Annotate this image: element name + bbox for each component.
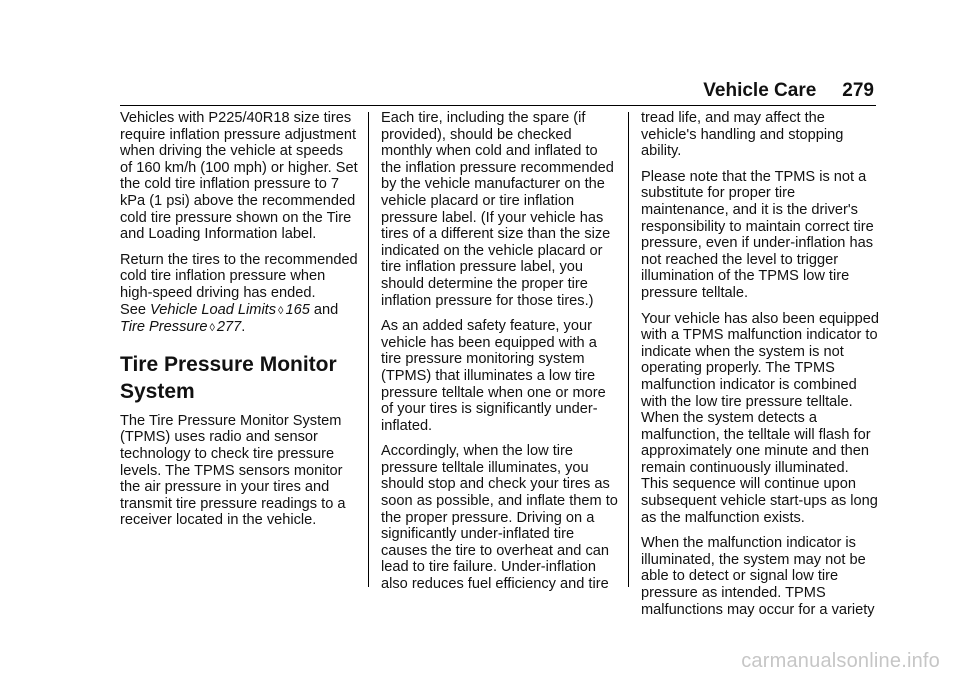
paragraph-text: Return the tires to the recommended cold tire inflation pressure when high-speed driving has ended.: [120, 251, 358, 301]
see-label: See: [120, 301, 146, 318]
reference-page[interactable]: 277: [216, 319, 242, 336]
column-divider: [368, 112, 369, 587]
reference-link[interactable]: Tire Pressure: [120, 319, 208, 336]
column-2: [381, 110, 619, 602]
column-3: [641, 110, 879, 627]
reference-page[interactable]: 165: [285, 301, 310, 318]
paragraph: Your vehicle has also been equipped with a TPMS malfunction indicator to indicate when the system is not operating properly. The TPMS malfunction indicator is combined with the low tire pressure telltale. When the system detects a malfunction, the telltale will flash for approximately one minute and then remain continuously illuminated. This sequence will continue upon subsequent vehicle start-ups as long as the malfunction exists.: [641, 310, 880, 526]
header-rule: [120, 105, 876, 106]
page-header: [703, 80, 874, 102]
watermark: carmanualsonline.info: [741, 650, 940, 672]
paragraph: Vehicles with P225/40R18 size tires require inflation pressure adjustment when driving the vehicle at speeds of 160 km/h (100 mph) or higher. Set the cold tire inflation pressure to 7 kPa (1 psi) above the recommended cold tire pressure shown on the Tire and Loading Information label.: [120, 110, 358, 243]
section-title: Vehicle Care: [703, 80, 817, 101]
column-1: [120, 110, 358, 538]
cross-reference: [120, 302, 338, 336]
paragraph: As an added safety feature, your vehicle has been equipped with a tire pressure monitoring system (TPMS) that illuminates a low tire pressure telltale when one or more of your tires is significantly under-inflated.: [381, 318, 606, 434]
paragraph: [120, 252, 358, 337]
page-number: 279: [842, 80, 874, 101]
page-ref-icon: ◊: [278, 304, 284, 317]
paragraph: Accordingly, when the low tire pressure telltale illuminates, you should stop and check your tires as soon as possible, and inflate them to the proper pressure. Driving on a significantly under-inflated tire causes the tire to overheat and can lead to tire failure. Under-inflation also reduces fuel efficiency and tire: [381, 443, 618, 593]
and-label: and: [313, 301, 339, 318]
paragraph: Each tire, including the spare (if provided), should be checked monthly when cold and inflated to the inflation pressure recommended by the vehicle manufacturer on the vehicle placard or tire inflation pressure label. (If your vehicle has tires of a different size than the size indicated on the vehicle placard or tire inflation pressure label, you should determine the proper tire inflation pressure for those tires.): [381, 110, 614, 309]
paragraph: tread life, and may affect the vehicle's handling and stopping ability.: [641, 110, 844, 160]
paragraph: The Tire Pressure Monitor System (TPMS) uses radio and sensor technology to check tire pressure levels. The TPMS sensors monitor the air pressure in your tires and transmit tire pressure readings to a receiver located in the vehicle.: [120, 412, 346, 529]
section-heading: Tire Pressure Monitor System: [120, 352, 337, 403]
column-divider: [628, 112, 629, 587]
paragraph: Please note that the TPMS is not a substitute for proper tire maintenance, and it is the driver's responsibility to maintain correct tire pressure, even if under-inflation has not reached the level to trigger illumination of the TPMS low tire pressure telltale.: [641, 168, 874, 301]
reference-link[interactable]: Vehicle Load Limits: [150, 301, 277, 318]
period: .: [241, 319, 246, 336]
page-ref-icon: ◊: [209, 322, 215, 335]
paragraph: When the malfunction indicator is illuminated, the system may not be able to detect or signal low tire pressure as intended. TPMS malfunctions may occur for a variety: [641, 535, 875, 618]
